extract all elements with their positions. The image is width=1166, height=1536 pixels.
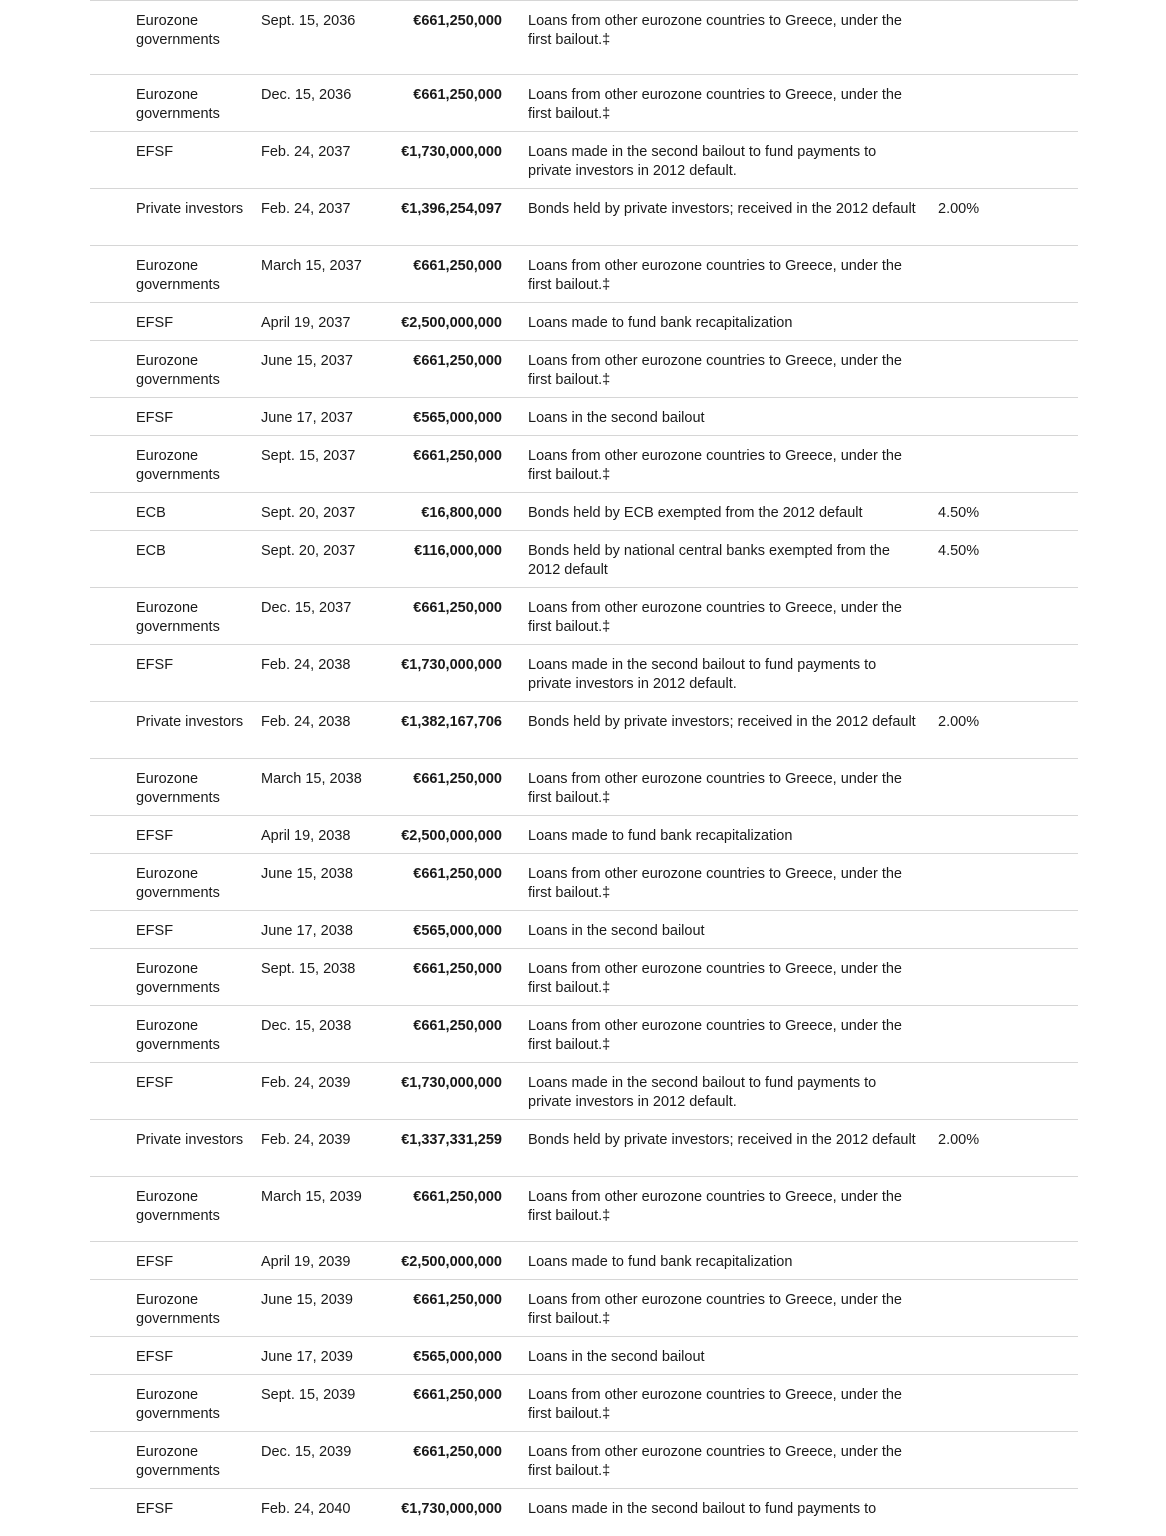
amount-cell: €661,250,000	[413, 1387, 502, 1403]
date-cell: Sept. 15, 2038	[261, 961, 356, 977]
table-row	[90, 1337, 1078, 1375]
rate-cell: 2.00%	[938, 1132, 980, 1148]
holder-cell: EFSF	[136, 1075, 174, 1091]
holder-cell: Eurozone governments	[136, 258, 220, 293]
rate-cell: 4.50%	[938, 505, 980, 521]
description-cell: Loans from other eurozone countries to Greece, under the first bailout.‡	[528, 353, 902, 388]
holder-cell: Eurozone governments	[136, 1387, 220, 1422]
holder-cell: EFSF	[136, 410, 174, 426]
holder-cell: ECB	[136, 505, 166, 521]
date-cell: April 19, 2038	[261, 828, 351, 844]
table-row	[90, 246, 1078, 303]
amount-cell: €1,730,000,000	[401, 1075, 502, 1091]
amount-cell: €661,250,000	[413, 258, 502, 274]
holder-cell: Eurozone governments	[136, 600, 220, 635]
amount-cell: €2,500,000,000	[401, 315, 502, 331]
date-cell: Sept. 15, 2036	[261, 13, 356, 29]
table-row	[90, 1432, 1078, 1489]
amount-cell: €661,250,000	[413, 1292, 502, 1308]
description-cell: Loans from other eurozone countries to Greece, under the first bailout.‡	[528, 771, 902, 806]
amount-cell: €565,000,000	[413, 923, 502, 939]
holder-cell: Eurozone governments	[136, 961, 220, 996]
holder-cell: Eurozone governments	[136, 866, 220, 901]
description-cell: Loans from other eurozone countries to Greece, under the first bailout.‡	[528, 87, 902, 122]
holder-cell: Private investors	[136, 714, 244, 730]
description-cell: Loans from other eurozone countries to Greece, under the first bailout.‡	[528, 1292, 902, 1327]
amount-cell: €1,382,167,706	[401, 714, 502, 730]
description-cell: Loans from other eurozone countries to Greece, under the first bailout.‡	[528, 866, 902, 901]
table-row	[90, 1375, 1078, 1432]
description-cell: Loans from other eurozone countries to Greece, under the first bailout.‡	[528, 258, 902, 293]
holder-cell: Eurozone governments	[136, 771, 220, 806]
description-cell: Loans in the second bailout	[528, 1349, 705, 1365]
holder-cell: EFSF	[136, 144, 174, 160]
date-cell: April 19, 2039	[261, 1254, 351, 1270]
amount-cell: €661,250,000	[413, 448, 502, 464]
holder-cell: EFSF	[136, 315, 174, 331]
table-row	[90, 1489, 1078, 1527]
description-cell: Loans made to fund bank recapitalization	[528, 315, 793, 331]
rate-cell: 2.00%	[938, 201, 980, 217]
table-row	[90, 1120, 1078, 1177]
description-cell: Loans from other eurozone countries to Greece, under the first bailout.‡	[528, 1387, 902, 1422]
amount-cell: €116,000,000	[414, 543, 502, 559]
amount-cell: €661,250,000	[413, 1018, 502, 1034]
holder-cell: Eurozone governments	[136, 1292, 220, 1327]
debt-repayment-table	[90, 0, 1078, 1527]
table-row	[90, 759, 1078, 816]
holder-cell: EFSF	[136, 657, 174, 673]
date-cell: April 19, 2037	[261, 315, 351, 331]
amount-cell: €1,730,000,000	[401, 657, 502, 673]
amount-cell: €2,500,000,000	[401, 828, 502, 844]
description-cell: Loans from other eurozone countries to Greece, under the first bailout.‡	[528, 13, 902, 48]
date-cell: June 17, 2038	[261, 923, 353, 939]
description-cell: Bonds held by national central banks exempted from the 2012 default	[528, 543, 890, 578]
amount-cell: €2,500,000,000	[401, 1254, 502, 1270]
date-cell: March 15, 2039	[261, 1189, 362, 1205]
date-cell: Dec. 15, 2038	[261, 1018, 352, 1034]
amount-cell: €661,250,000	[413, 1444, 502, 1460]
amount-cell: €661,250,000	[413, 771, 502, 787]
amount-cell: €661,250,000	[413, 866, 502, 882]
table-row	[90, 1177, 1078, 1242]
date-cell: March 15, 2038	[261, 771, 362, 787]
amount-cell: €661,250,000	[413, 13, 502, 29]
date-cell: June 15, 2037	[261, 353, 353, 369]
description-cell: Loans made in the second bailout to fund payments to private investors in 2012 default.	[528, 657, 877, 692]
date-cell: June 15, 2038	[261, 866, 353, 882]
amount-cell: €661,250,000	[413, 87, 502, 103]
table-row	[90, 588, 1078, 645]
holder-cell: Eurozone governments	[136, 353, 220, 388]
table-row	[90, 75, 1078, 132]
holder-cell: Eurozone governments	[136, 1444, 220, 1479]
description-cell: Loans from other eurozone countries to Greece, under the first bailout.‡	[528, 1444, 902, 1479]
description-cell: Loans from other eurozone countries to Greece, under the first bailout.‡	[528, 448, 902, 483]
date-cell: June 15, 2039	[261, 1292, 353, 1308]
description-cell: Loans from other eurozone countries to Greece, under the first bailout.‡	[528, 1189, 902, 1224]
table-row	[90, 132, 1078, 189]
holder-cell: Private investors	[136, 201, 244, 217]
date-cell: Sept. 15, 2037	[261, 448, 356, 464]
amount-cell: €661,250,000	[413, 353, 502, 369]
table-row	[90, 398, 1078, 436]
holder-cell: Eurozone governments	[136, 1018, 220, 1053]
holder-cell: EFSF	[136, 1254, 174, 1270]
table-row	[90, 1280, 1078, 1337]
description-cell: Loans made in the second bailout to fund payments to private investors in 2012 default.	[528, 144, 877, 179]
table-row	[90, 303, 1078, 341]
table-row	[90, 645, 1078, 702]
date-cell: June 17, 2039	[261, 1349, 353, 1365]
holder-cell: Eurozone governments	[136, 13, 220, 48]
holder-cell: ECB	[136, 543, 166, 559]
table-row	[90, 854, 1078, 911]
date-cell: Sept. 20, 2037	[261, 505, 356, 521]
description-cell: Bonds held by ECB exempted from the 2012 default	[528, 505, 863, 521]
amount-cell: €565,000,000	[413, 410, 502, 426]
description-cell: Loans made to fund bank recapitalization	[528, 828, 793, 844]
amount-cell: €661,250,000	[413, 600, 502, 616]
holder-cell: Eurozone governments	[136, 448, 220, 483]
date-cell: March 15, 2037	[261, 258, 362, 274]
description-cell: Loans from other eurozone countries to Greece, under the first bailout.‡	[528, 600, 902, 635]
date-cell: Feb. 24, 2039	[261, 1075, 351, 1091]
amount-cell: €661,250,000	[413, 1189, 502, 1205]
table-row	[90, 949, 1078, 1006]
table-row	[90, 1006, 1078, 1063]
table-row	[90, 189, 1078, 246]
table-row	[90, 531, 1078, 588]
table-row	[90, 1, 1078, 75]
holder-cell: EFSF	[136, 1349, 174, 1365]
description-cell: Loans made to fund bank recapitalization	[528, 1254, 793, 1270]
description-cell: Loans from other eurozone countries to Greece, under the first bailout.‡	[528, 961, 902, 996]
date-cell: Feb. 24, 2037	[261, 144, 351, 160]
description-cell: Loans in the second bailout	[528, 923, 705, 939]
holder-cell: EFSF	[136, 1501, 174, 1517]
amount-cell: €1,396,254,097	[401, 201, 502, 217]
date-cell: Feb. 24, 2039	[261, 1132, 351, 1148]
table-row	[90, 816, 1078, 854]
date-cell: Dec. 15, 2036	[261, 87, 352, 103]
table-row	[90, 1242, 1078, 1280]
holder-cell: Eurozone governments	[136, 87, 220, 122]
table-row	[90, 911, 1078, 949]
table-row	[90, 341, 1078, 398]
table-row	[90, 493, 1078, 531]
amount-cell: €1,730,000,000	[401, 1501, 502, 1517]
date-cell: Dec. 15, 2037	[261, 600, 352, 616]
date-cell: Sept. 20, 2037	[261, 543, 356, 559]
description-cell: Loans in the second bailout	[528, 410, 705, 426]
holder-cell: EFSF	[136, 923, 174, 939]
description-cell: Loans made in the second bailout to fund payments to private investors in 2012 default.	[528, 1075, 877, 1110]
rate-cell: 2.00%	[938, 714, 980, 730]
description-cell: Loans from other eurozone countries to Greece, under the first bailout.‡	[528, 1018, 902, 1053]
holder-cell: EFSF	[136, 828, 174, 844]
table-row	[90, 1063, 1078, 1120]
date-cell: Sept. 15, 2039	[261, 1387, 356, 1403]
date-cell: Feb. 24, 2037	[261, 201, 351, 217]
amount-cell: €565,000,000	[413, 1349, 502, 1365]
date-cell: Feb. 24, 2040	[261, 1501, 351, 1517]
description-cell: Bonds held by private investors; received in the 2012 default	[528, 201, 916, 217]
amount-cell: €16,800,000	[421, 505, 502, 521]
date-cell: June 17, 2037	[261, 410, 353, 426]
holder-cell: Eurozone governments	[136, 1189, 220, 1224]
date-cell: Feb. 24, 2038	[261, 657, 351, 673]
amount-cell: €661,250,000	[413, 961, 502, 977]
amount-cell: €1,337,331,259	[401, 1132, 502, 1148]
table-row	[90, 436, 1078, 493]
description-cell: Bonds held by private investors; received in the 2012 default	[528, 714, 916, 730]
description-cell: Bonds held by private investors; received in the 2012 default	[528, 1132, 916, 1148]
holder-cell: Private investors	[136, 1132, 244, 1148]
table-row	[90, 702, 1078, 759]
rate-cell: 4.50%	[938, 543, 980, 559]
date-cell: Feb. 24, 2038	[261, 714, 351, 730]
date-cell: Dec. 15, 2039	[261, 1444, 352, 1460]
description-cell: Loans made in the second bailout to fund payments to	[528, 1501, 877, 1517]
amount-cell: €1,730,000,000	[401, 144, 502, 160]
